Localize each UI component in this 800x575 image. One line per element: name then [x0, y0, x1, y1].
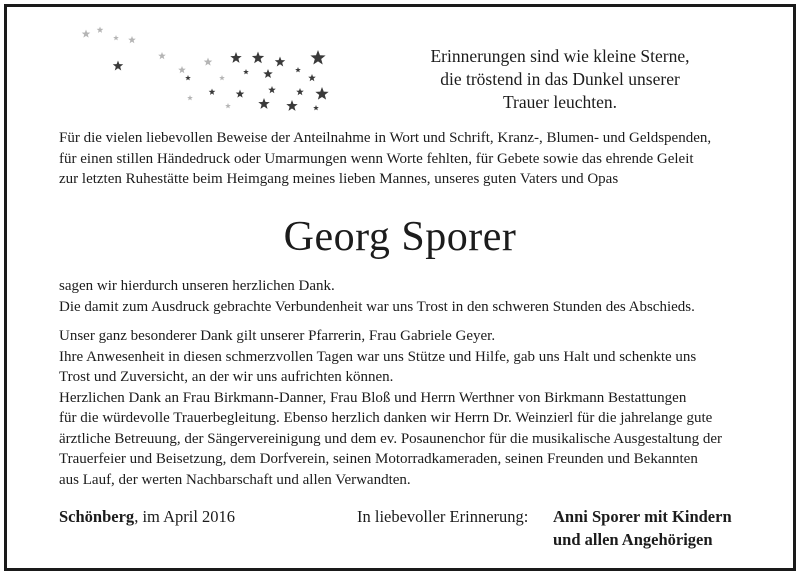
star-icon: [295, 67, 301, 72]
poem-line: die tröstend in das Dunkel unserer: [440, 69, 680, 89]
star-icon: [263, 69, 273, 78]
special-thanks-line: Trauerfeier und Beisetzung, dem Dorfverein, seinen Motorradkameraden, seinen Freunden und Bekannten: [59, 451, 698, 467]
star-icon: [225, 103, 231, 108]
intro-line: Für die vielen liebevollen Beweise der Anteilnahme in Wort und Schrift, Kranz-, Blumen- und Geldspenden,: [59, 130, 712, 146]
star-icon: [286, 100, 297, 111]
place-date: [59, 506, 235, 528]
intro-paragraph: [59, 128, 759, 190]
special-thanks-line: Herzlichen Dank an Frau Birkmann-Danner, Frau Bloß und Herrn Werthner von Birkmann Bestattungen: [59, 389, 687, 406]
intro-line: zur letzten Ruhestätte beim Heimgang meines lieben Mannes, unseres guten Vaters und Opas: [59, 171, 619, 187]
special-thanks-line: für die würdevolle Trauerbegleitung. Ebenso herzlich danken wir Herrn Dr. Weinzierl für die jahrelange gute: [59, 410, 713, 426]
special-thanks-paragraph: [59, 326, 749, 490]
star-icon: [219, 75, 225, 80]
star-icon: [178, 66, 186, 73]
poem-line: Trauer leuchten.: [502, 92, 618, 112]
star-icon: [113, 35, 119, 40]
special-thanks-line: Unser ganz besonderer Dank gilt unserer Pfarrerin, Frau Gabriele Geyer.: [59, 328, 496, 344]
special-thanks-line: aus Lauf, der werten Nachbarschaft und allen Verwandten.: [59, 471, 411, 488]
star-icon: [310, 50, 325, 64]
star-icon: [252, 52, 264, 64]
signature-line: und allen Angehörigen: [553, 529, 713, 549]
star-icon: [158, 52, 166, 59]
star-icon: [268, 86, 276, 93]
signature-line: Anni Sporer mit Kindern: [553, 507, 732, 526]
star-icon: [230, 52, 241, 63]
place-name: Schönberg: [59, 507, 135, 526]
star-icon: [315, 87, 328, 100]
star-icon: [185, 75, 191, 80]
star-icon: [243, 69, 249, 74]
signature: [553, 506, 732, 551]
thanks-line: Die damit zum Ausdruck gebrachte Verbundenheit war uns Trost in den schweren Stunden des Abschieds.: [59, 298, 695, 315]
star-icon: [313, 105, 319, 110]
star-icon: [82, 30, 91, 38]
star-icon: [258, 98, 269, 109]
star-icon: [204, 58, 213, 66]
poem-line: Erinnerungen sind wie kleine Sterne,: [430, 46, 690, 66]
star-icon: [275, 57, 285, 67]
poem-quote: [410, 45, 710, 114]
deceased-name: Georg Sporer: [283, 214, 517, 260]
thanks-paragraph: [59, 276, 759, 317]
special-thanks-line: Trost und Zuversicht, an der wir uns aufrichten können.: [59, 369, 394, 385]
intro-line: für einen stillen Händedruck oder Umarmungen wenn Worte fehlten, für Gebete sowie das ehrende Geleit: [59, 150, 694, 167]
special-thanks-line: ärztliche Betreuung, der Sängervereinigung und dem ev. Posaunenchor für die musikalische Ausgestaltung der: [59, 430, 723, 447]
thanks-line: sagen wir hierdurch unseren herzlichen Dank.: [59, 278, 335, 294]
stars-decoration: [72, 18, 342, 118]
star-icon: [209, 89, 216, 95]
memory-label: In liebevoller Erinnerung:: [357, 507, 529, 526]
special-thanks-line: Ihre Anwesenheit in diesen schmerzvollen Tagen war uns Stütze und Hilfe, gab uns Halt und schenkte uns: [59, 348, 697, 365]
star-icon: [308, 74, 316, 81]
star-icon: [187, 95, 193, 100]
star-icon: [128, 36, 136, 43]
star-icon: [296, 88, 304, 95]
star-icon: [97, 27, 104, 33]
star-icon: [236, 90, 245, 98]
star-icon: [113, 61, 123, 71]
date-text: , im April 2016: [134, 507, 236, 526]
